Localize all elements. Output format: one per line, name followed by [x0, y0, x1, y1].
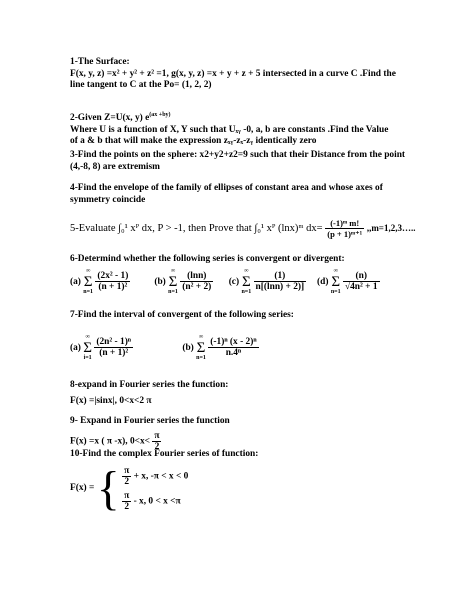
question-5 [70, 218, 440, 239]
sigma-lower: i=1 [83, 354, 92, 361]
question-7-series-list [70, 334, 440, 362]
question-3-line1: 3-Find the points on the sphere: x2+y2+z2=9 such that their Distance from the point [70, 150, 406, 160]
series-fraction [343, 271, 380, 292]
sigma-upper: ∞ [244, 267, 249, 274]
series-label: (a) [70, 276, 81, 287]
series-numerator: (lnn) [180, 271, 213, 282]
sigma-lower: n=1 [330, 288, 341, 295]
summation-icon: ∞ Σ n=1 [241, 267, 252, 295]
question-8-title: 8-expand in Fourier series the function: [70, 380, 229, 390]
question-5-line [70, 218, 440, 239]
series-denominator: n.4ⁿ [225, 348, 242, 358]
series-item [317, 268, 380, 296]
summation-icon: ∞ Σ n=1 [196, 333, 206, 361]
question-2-line1-text: 2-Given Z=U(x, y) e [70, 113, 150, 124]
question-6-series-list [70, 268, 440, 296]
question-7 [70, 310, 440, 362]
question-7-title: 7-Find the interval of convergent of the following series: [70, 310, 294, 320]
sigma-upper: ∞ [85, 333, 90, 340]
left-brace-icon: { [96, 461, 120, 515]
question-9-fraction-denominator: 2 [154, 441, 160, 452]
question-1-title: 1-The Surface: [70, 57, 130, 67]
series-denominator: (n + 1)² [98, 282, 128, 292]
question-5-tail: ,,m=1,2,3….. [366, 222, 416, 233]
question-2 [70, 110, 440, 148]
case-condition: + x, -π < x < 0 [133, 471, 189, 482]
series-numerator: (2n² - 1)ⁿ [96, 337, 132, 347]
case-denominator: 2 [124, 476, 129, 487]
series-numerator: (n) [343, 271, 380, 282]
question-3-line2: (4,-8, 8) are extremism [70, 161, 160, 172]
series-fraction [94, 337, 133, 358]
sigma-lower: n=1 [168, 288, 178, 295]
sigma-upper: ∞ [198, 333, 204, 340]
series-label: (d) [317, 276, 329, 287]
sigma-lower: n=1 [83, 288, 94, 295]
question-5-fraction-denominator: (p + 1)ᵐ⁺¹ [327, 229, 363, 239]
question-2-line3: of a & b that will make the expression zₓᵧ-zₓ-zᵧ identically zero [70, 136, 317, 147]
question-9-function: F(x) =x ( π -x), 0<x< [70, 436, 150, 447]
summation-icon: ∞ Σ n=1 [168, 267, 178, 295]
question-4-line1: 4-Find the envelope of the family of ellipses of constant area and whose axes of [70, 183, 383, 193]
question-4-line2: symmetry coincide [70, 194, 146, 205]
series-item [182, 334, 258, 362]
question-5-lead: 5-Evaluate [70, 222, 116, 234]
case-row [122, 491, 188, 512]
question-10-cases [122, 466, 188, 512]
question-9-fraction-numerator: π [154, 430, 160, 441]
sigma-upper: ∞ [86, 267, 91, 274]
question-2-line2: Where U is a function of X, Y such that Uₓᵧ -0, a, b are constants .Find the Value [70, 124, 389, 135]
case-denominator: 2 [124, 501, 129, 512]
question-9 [70, 416, 440, 452]
series-label: (b) [154, 276, 166, 287]
series-fraction [95, 271, 130, 292]
sigma-lower: n=1 [196, 354, 206, 361]
case-row [122, 466, 188, 487]
case-fraction [122, 466, 131, 487]
question-3 [70, 150, 440, 173]
series-denominator: (n² + 2) [182, 282, 212, 292]
question-9-title: 9- Expand in Fourier series the function [70, 416, 230, 426]
question-10-lhs: F(x) = [70, 482, 95, 493]
question-5-fraction-numerator: (-1)ᵐ m! [325, 218, 364, 229]
question-8 [70, 380, 440, 407]
question-4 [70, 183, 440, 206]
series-item [70, 334, 180, 362]
series-label: (a) [70, 342, 81, 353]
series-label: (b) [182, 342, 194, 353]
series-item [70, 268, 152, 296]
sigma-upper: ∞ [170, 267, 176, 274]
question-6-title: 6-Determind whether the following series is convergent or divergent: [70, 254, 345, 264]
case-fraction [122, 491, 131, 512]
series-denominator: n[(lnn) + 2)] [255, 282, 305, 292]
summation-icon: ∞ Σ i=1 [83, 333, 93, 361]
summation-icon: ∞ Σ n=1 [83, 267, 94, 295]
question-10-title: 10-Find the complex Fourier series of function: [70, 449, 259, 459]
question-5-fraction [325, 218, 364, 239]
series-label: (c) [228, 276, 240, 287]
series-numerator: (-1)ⁿ (x - 2)ⁿ [210, 337, 257, 347]
question-2-line1 [70, 110, 440, 125]
summation-icon: ∞ Σ n=1 [330, 267, 341, 295]
sigma-lower: n=1 [241, 288, 252, 295]
case-numerator: π [124, 465, 130, 476]
series-numerator: (2x² - 1) [97, 271, 129, 281]
series-numerator: (1) [254, 271, 307, 282]
series-item [154, 268, 226, 296]
series-fraction [208, 337, 258, 358]
case-numerator: π [124, 490, 130, 501]
question-8-function: F(x) =|sinx|, 0<x<2 π [70, 395, 152, 406]
series-fraction [254, 271, 307, 292]
question-5-integral1: ∫₀¹ xᴾ dx, P > -1, then Prove that [118, 222, 252, 234]
series-denominator: √4n² + 1 [344, 282, 378, 292]
question-5-integral2: ∫₀¹ xᴾ (lnx)ᵐ dx= [254, 222, 323, 234]
series-fraction [180, 271, 213, 292]
question-1-line1: F(x, y, z) =x² + y² + z² =1, g(x, y, z) =x + y + z + 5 intersected in a curve C .Find the [70, 68, 396, 79]
sigma-upper: ∞ [333, 267, 338, 274]
question-1-line2: line tangent to C at the Po= (1, 2, 2) [70, 80, 212, 90]
question-2-exponent: (ax +by) [149, 112, 171, 118]
case-condition: - x, 0 < x <π [133, 496, 181, 507]
question-10-piecewise [70, 461, 440, 515]
series-denominator: (n + 1)² [99, 348, 129, 358]
question-1 [70, 57, 440, 92]
series-item [229, 268, 315, 296]
question-6 [70, 254, 440, 296]
question-10 [70, 449, 440, 513]
